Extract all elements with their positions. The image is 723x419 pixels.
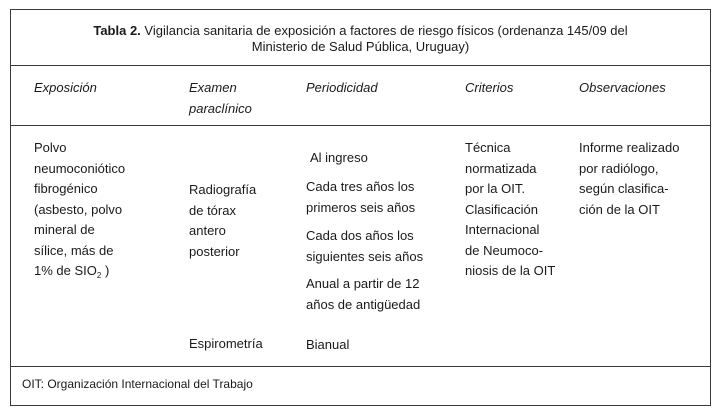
period-line: primeros seis años [306, 199, 416, 215]
exam-line: antero [189, 223, 226, 238]
header-exposicion: Exposición [34, 80, 97, 95]
period-anual [306, 274, 420, 315]
header-examen-line-1: Examen [189, 80, 237, 95]
criteria-cell [465, 138, 555, 282]
period-al-ingreso: Al ingreso [310, 150, 368, 165]
period-line: Anual a partir de 12 [306, 276, 420, 291]
exam-line: posterior [189, 243, 240, 259]
table-title-line-2: Ministerio de Salud Pública, Uruguay) [251, 39, 470, 54]
exposure-line: fibrogénico [34, 181, 98, 196]
exposure-line: neumoconiótico [34, 160, 126, 176]
header-examen-paraclinico [189, 77, 252, 119]
exam-line: Radiografía [189, 182, 257, 197]
table-footnote: OIT: Organización Internacional del Trabajo [22, 377, 253, 391]
exposure-line: (asbesto, polvo [34, 201, 123, 217]
criteria-line: Clasificación [465, 201, 538, 217]
criteria-line: normatizada [465, 160, 537, 176]
footer-divider [10, 366, 711, 367]
observation-line: según clasifica- [579, 181, 669, 196]
observation-line: Informe realizado [579, 140, 680, 155]
observation-line: por radiólogo, [579, 160, 659, 176]
exam-espirometria: Espirometría [189, 336, 263, 351]
criteria-line: de Neumoco- [465, 242, 544, 258]
exam-radiografia [189, 180, 256, 262]
header-periodicidad: Periodicidad [306, 80, 378, 95]
header-divider [10, 125, 711, 126]
title-divider [10, 65, 711, 66]
criteria-line: Internacional [465, 222, 540, 237]
exposure-line-last [34, 261, 125, 282]
exam-line: de tórax [189, 202, 236, 218]
period-bianual: Bianual [306, 337, 350, 352]
table-title-text: Vigilancia sanitaria de exposición a factores de riesgo físicos (ordenanza 145/09 del [144, 23, 628, 38]
exposure-silica-text: 1% de SIO [34, 263, 97, 278]
exposure-subscript: 2 [96, 271, 102, 280]
period-cada-dos-anos [306, 226, 423, 267]
period-line: Cada dos años los [306, 228, 414, 243]
period-line: años de antigüedad [306, 296, 421, 312]
exposure-line: sílice, más de [34, 242, 114, 258]
header-criterios: Criterios [465, 80, 514, 95]
table-title-line-1 [10, 23, 711, 39]
criteria-line: por la OIT. [465, 181, 525, 196]
period-cada-tres-anos [306, 177, 415, 218]
header-observaciones: Observaciones [579, 80, 666, 95]
period-line: Cada tres años los [306, 179, 415, 194]
exposure-cell [34, 138, 125, 282]
table-label: Tabla 2. [93, 23, 141, 38]
exposure-line: Polvo [34, 140, 67, 155]
header-examen-line-2: paraclínico [189, 101, 252, 116]
exposure-line: mineral de [34, 222, 95, 237]
period-line: siguientes seis años [306, 248, 424, 264]
exposure-close-paren: ) [101, 263, 110, 278]
table-title [10, 23, 711, 55]
observation-line: ción de la OIT [579, 201, 660, 217]
criteria-line: Técnica [465, 140, 511, 155]
observations-cell [579, 138, 679, 220]
criteria-line: niosis de la OIT [465, 263, 556, 278]
